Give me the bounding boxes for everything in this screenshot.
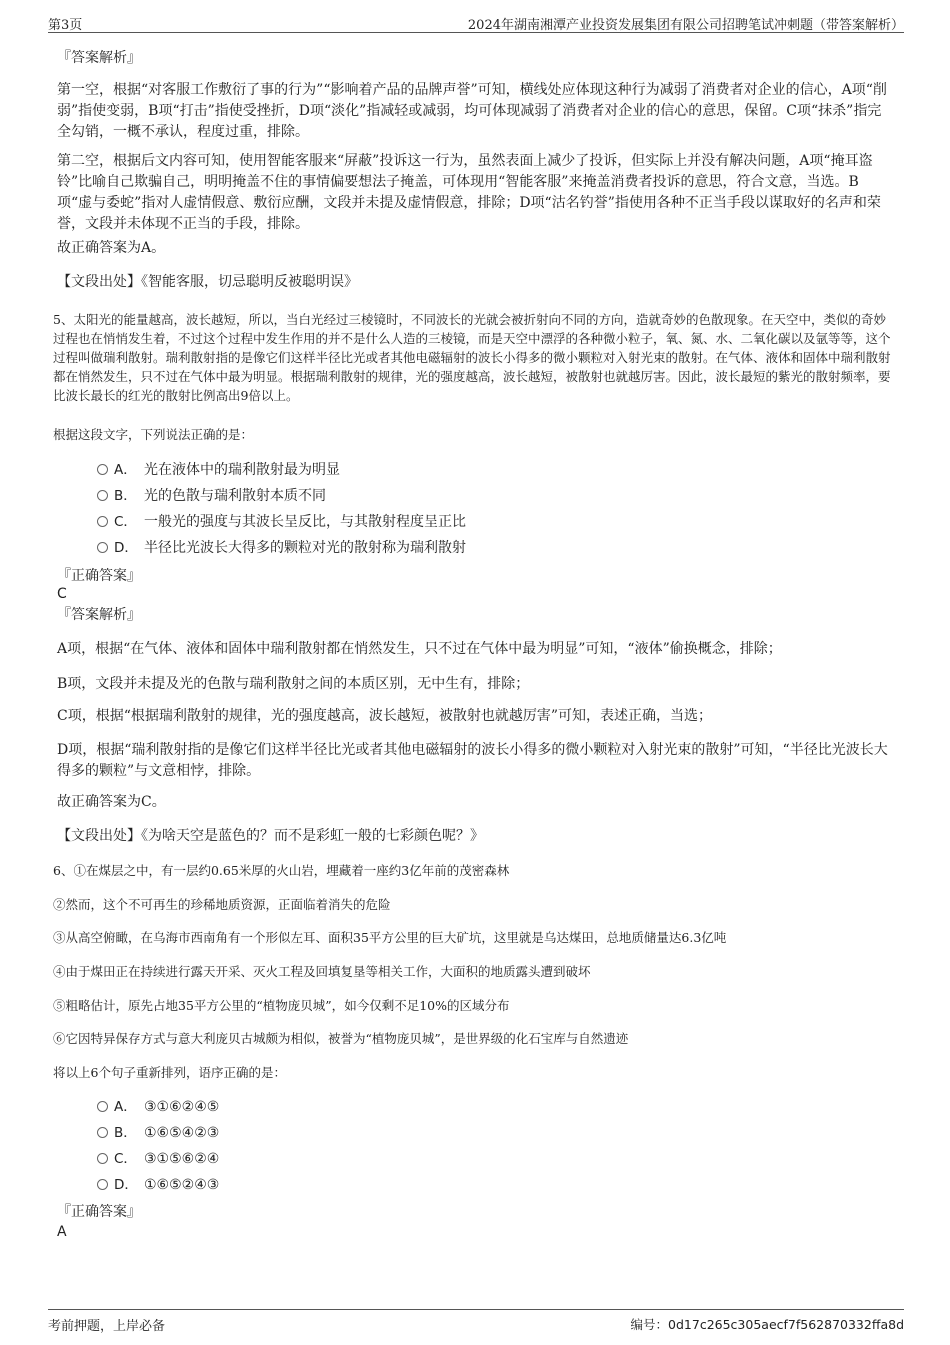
q5-option-b[interactable] <box>97 486 326 506</box>
q5-source: 【文段出处】《为啥天空是蓝色的？而不是彩虹一般的七彩颜色呢？》 <box>57 828 484 844</box>
q6-option-b[interactable] <box>97 1123 219 1143</box>
option-text: ①⑥⑤②④③ <box>144 1177 220 1193</box>
document-title: 2024年湖南湘潭产业投资发展集团有限公司招聘笔试冲刺题（带答案解析） <box>467 18 904 33</box>
document-code <box>631 1315 904 1333</box>
q5-option-d[interactable] <box>97 538 466 558</box>
radio-icon[interactable] <box>97 490 108 501</box>
option-text: ①⑥⑤④②③ <box>144 1125 220 1141</box>
option-letter: A． <box>114 1099 137 1115</box>
radio-icon[interactable] <box>97 464 108 475</box>
page-footer <box>48 1309 904 1334</box>
option-letter: A． <box>114 462 137 478</box>
radio-icon[interactable] <box>97 1153 108 1164</box>
footer-slogan: 考前押题，上岸必备 <box>48 1319 166 1334</box>
option-letter: C． <box>114 514 137 530</box>
q5-analysis-b: B项，文段并未提及光的色散与瑞利散射之间的本质区别，无中生有，排除； <box>57 676 530 692</box>
q6-sentence-4: ④由于煤田正在持续进行露天开采、灭火工程及回填复垦等相关工作，大面积的地质露头遭到破坏 <box>53 964 591 979</box>
q5-correct-label: 『正确答案』 <box>57 568 141 584</box>
radio-icon[interactable] <box>97 1179 108 1190</box>
option-text: 一般光的强度与其波长呈反比，与其散射程度呈正比 <box>144 514 466 530</box>
q6-option-a[interactable] <box>97 1097 219 1117</box>
option-text: 半径比光波长大得多的颗粒对光的散射称为瑞利散射 <box>144 540 466 556</box>
q5-conclusion: 故正确答案为C。 <box>57 794 166 810</box>
code-label: 编号： <box>630 1317 669 1332</box>
q5-prompt: 根据这段文字，下列说法正确的是： <box>53 427 254 442</box>
radio-icon[interactable] <box>97 516 108 527</box>
page-number: 第3页 <box>48 18 83 33</box>
q4-analysis-para1: 第一空，根据“对客服工作敷衍了事的行为”“影响着产品的品牌声誉”可知，横线处应体现这种行为减弱了消费者对企业的信心，A项“削弱”指使变弱，B项“打击”指使受挫折，D项“淡化”指减轻或减弱，均可体现减弱了消费者对企业的信心的意思，保留。C项“抹杀”指完全勾销，一概不承认，程度过重，排除。 <box>57 82 887 140</box>
radio-icon[interactable] <box>97 1127 108 1138</box>
radio-icon[interactable] <box>97 542 108 553</box>
option-text: ③①⑤⑥②④ <box>144 1151 220 1167</box>
q5-passage: 5、太阳光的能量越高，波长越短，所以，当白光经过三棱镜时，不同波长的光就会被折射向不同的方向，造就奇妙的色散现象。在天空中，类似的奇妙过程也在悄悄发生着，不过这个过程中发生作用的并不是什么人造的三棱镜，而是天空中漂浮的各种微小粒子，氧、氮、水、二氧化碳以及氩等等，这个过程叫做瑞利散射。瑞利散射指的是像它们这样半径比光或者其他电磁辐射的波长小得多的微小颗粒对入射光束的散射。在气体、液体和固体中瑞利散射都在悄然发生，只不过在气体中最为明显。根据瑞利散射的规律，光的强度越高，波长越短，被散射也就越厉害。因此，波长最短的紫光的散射频率，要比波长最长的红光的散射比例高出9倍以上。 <box>53 312 891 403</box>
option-text: 光的色散与瑞利散射本质不同 <box>144 488 326 504</box>
q6-sentence-3: ③从高空俯瞰，在乌海市西南角有一个形似左耳、面积35平方公里的巨大矿坑，这里就是乌达煤田，总地质储量达6.3亿吨 <box>53 930 727 945</box>
option-text: ③①⑥②④⑤ <box>144 1099 220 1115</box>
page-header <box>48 10 904 33</box>
q5-analysis-d: D项，根据“瑞利散射指的是像它们这样半径比光或者其他电磁辐射的波长小得多的微小颗粒对入射光束的散射”可知，“半径比光波长大得多的颗粒”与文意相悖，排除。 <box>57 742 888 779</box>
q4-analysis-label: 『答案解析』 <box>57 50 141 66</box>
q4-analysis-para2: 第二空，根据后文内容可知，使用智能客服来“屏蔽”投诉这一行为，虽然表面上减少了投诉，但实际上并没有解决问题，A项“掩耳盗铃”比喻自己欺骗自己，明明掩盖不住的事情偏要想法子掩盖，可体现用“智能客服”来掩盖消费者投诉的意思，符合文意，当选。B项“虚与委蛇”指对人虚情假意、敷衍应酬，文段并未提及虚情假意，排除；D项“沽名钓誉”指使用各种不正当手段以谋取好的名声和荣誉，文段并未体现不正当的手段，排除。 <box>57 153 881 232</box>
q6-sentence-2: ②然而，这个不可再生的珍稀地质资源，正面临着消失的危险 <box>53 897 391 912</box>
q5-correct-answer: C <box>57 586 67 602</box>
q5-option-a[interactable] <box>97 460 340 480</box>
q6-sentence-6: ⑥它因特异保存方式与意大利庞贝古城颇为相似，被誉为“植物庞贝城”，是世界级的化石宝库与自然遗迹 <box>53 1031 629 1046</box>
q5-option-c[interactable] <box>97 512 466 532</box>
option-letter: B． <box>114 488 137 504</box>
code-value: 0d17c265c305aecf7f562870332ffa8d <box>668 1317 904 1332</box>
option-letter: C． <box>114 1151 137 1167</box>
option-letter: D． <box>114 540 138 556</box>
q6-option-c[interactable] <box>97 1149 219 1169</box>
q6-option-d[interactable] <box>97 1175 219 1195</box>
option-text: 光在液体中的瑞利散射最为明显 <box>144 462 340 478</box>
q6-correct-label: 『正确答案』 <box>57 1204 141 1220</box>
q6-sentence-1: 6、①在煤层之中，有一层约0.65米厚的火山岩，埋藏着一座约3亿年前的茂密森林 <box>53 863 510 878</box>
option-letter: D． <box>114 1177 138 1193</box>
option-letter: B． <box>114 1125 137 1141</box>
q6-sentence-5: ⑤粗略估计，原先占地35平方公里的“植物庞贝城”，如今仅剩不足10%的区域分布 <box>53 998 510 1013</box>
q6-prompt: 将以上6个句子重新排列，语序正确的是： <box>53 1065 286 1080</box>
radio-icon[interactable] <box>97 1101 108 1112</box>
q6-correct-answer: A <box>57 1224 67 1240</box>
q5-analysis-a: A项，根据“在气体、液体和固体中瑞利散射都在悄然发生，只不过在气体中最为明显”可知，“液体”偷换概念，排除； <box>57 641 782 657</box>
q5-analysis-label: 『答案解析』 <box>57 607 141 623</box>
q4-conclusion: 故正确答案为A。 <box>57 240 166 256</box>
q5-analysis-c: C项，根据“根据瑞利散射的规律，光的强度越高，波长越短，被散射也就越厉害”可知，表述正确，当选； <box>57 708 713 724</box>
q4-source: 【文段出处】《智能客服，切忌聪明反被聪明误》 <box>57 274 358 290</box>
